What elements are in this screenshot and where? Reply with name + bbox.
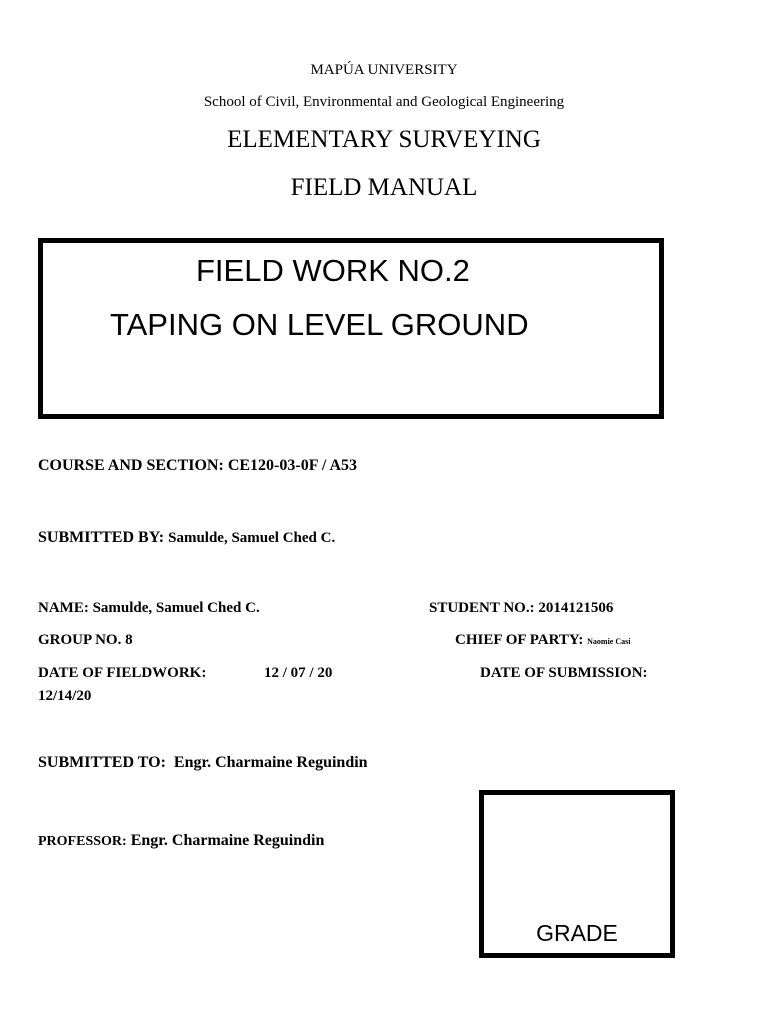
date-submission-label: DATE OF SUBMISSION:	[480, 665, 648, 681]
professor-label: PROFESSOR:	[38, 834, 127, 849]
submitted-by	[38, 529, 335, 547]
submitted-by-label: SUBMITTED BY:	[38, 529, 165, 546]
grade-label: GRADE	[536, 920, 618, 946]
professor	[38, 832, 324, 850]
date-submission-value: 12/14/20	[38, 688, 92, 704]
submitted-to-value: Engr. Charmaine Reguindin	[173, 754, 368, 771]
student-no-label: STUDENT NO.:	[429, 600, 535, 616]
fieldwork-title: TAPING ON LEVEL GROUND	[110, 307, 529, 342]
chief-label: CHIEF OF PARTY:	[455, 632, 584, 648]
name-field	[38, 600, 260, 617]
title-box	[38, 238, 664, 419]
course-section	[38, 457, 357, 475]
school-name: School of Civil, Environmental and Geological Engineering	[203, 94, 565, 110]
student-no-value: 2014121506	[538, 600, 614, 616]
student-no-field	[429, 600, 613, 617]
grade-box	[479, 790, 675, 958]
course-section-label: COURSE AND SECTION:	[38, 457, 224, 474]
submitted-to-label: SUBMITTED TO:	[38, 754, 166, 771]
name-label: NAME:	[38, 600, 89, 616]
fieldwork-number: FIELD WORK NO.2	[196, 253, 470, 288]
submitted-by-value: Samulde, Samuel Ched C.	[168, 530, 336, 546]
chief-field	[455, 632, 630, 649]
group-no-field	[38, 632, 133, 649]
date-fieldwork-value: 12 / 07 / 20	[264, 665, 333, 681]
date-fieldwork-label: DATE OF FIELDWORK:	[38, 665, 207, 681]
course-section-value: CE120-03-0F / A53	[227, 457, 357, 474]
manual-title: FIELD MANUAL	[290, 174, 478, 201]
professor-value: Engr. Charmaine Reguindin	[130, 832, 325, 849]
group-no-value: 8	[125, 632, 133, 648]
name-value: Samulde, Samuel Ched C.	[92, 600, 260, 616]
chief-value: Naomie Casi	[587, 637, 631, 646]
group-no-label: GROUP NO.	[38, 632, 122, 648]
submitted-to	[38, 754, 368, 772]
university-name: MAPÚA UNIVERSITY	[310, 62, 458, 78]
course-title: ELEMENTARY SURVEYING	[227, 126, 541, 153]
